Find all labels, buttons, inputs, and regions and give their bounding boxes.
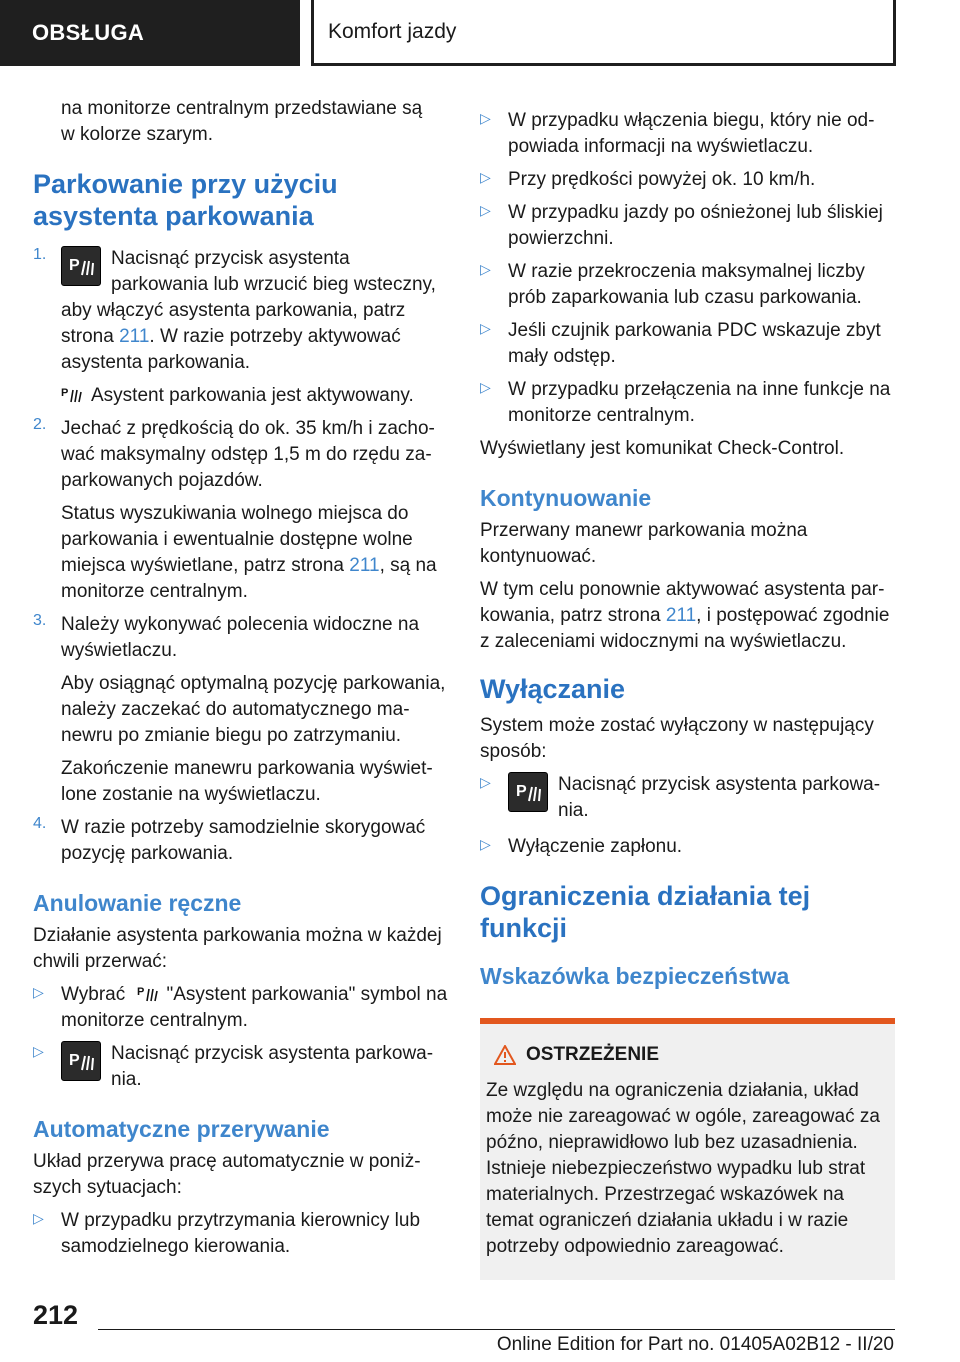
step-3-sub-2: Zakończenie manewru parkowania wyświetlone zostanie na wyświetlaczu. — [61, 758, 433, 805]
auto-b2: W przypadku włączenia biegu, który nie odpowiada informacji na wyświetlaczu. — [508, 110, 875, 157]
off-intro: System może zostać wyłączony w następujący sposób: — [480, 715, 874, 762]
continue-p1: Przerwany manewr parkowania można kontynuować. — [480, 520, 808, 567]
auto-b6: Jeśli czujnik parkowania PDC wskazuje zbyt mały odstęp. — [508, 320, 881, 367]
cancel-b2: Nacisnąć przycisk asystenta parkowania. — [111, 1043, 434, 1090]
step-4-text: W razie potrzeby samodzielnie skorygować pozycję parkowania. — [61, 817, 426, 864]
list-item — [33, 982, 448, 1034]
step-3 — [33, 612, 448, 808]
step-2 — [33, 416, 448, 605]
step-1-text-b: . W razie potrzeby aktywować asystenta parkowania. — [61, 326, 401, 373]
heading-continue: Kontynuowanie — [480, 485, 652, 511]
list-item — [480, 377, 895, 429]
intro-line-1: na monitorze centralnym przedstawiane są — [61, 98, 423, 119]
svg-text:P: P — [61, 387, 69, 399]
heading-cancel: Anulowanie ręczne — [33, 890, 242, 916]
auto-intro: Układ przerywa pracę automatycznie w poniższych sytuacjach: — [33, 1151, 421, 1198]
step-4 — [33, 815, 448, 867]
step-3-sub-1: Aby osiągnąć optymalną pozycję parkowania, należy zaczekać do automatycznego manewru po zmianie biegu po zatrzymaniu. — [61, 673, 446, 746]
step-3-text: Należy wykonywać polecenia widoczne na wyświetlaczu. — [61, 614, 420, 661]
svg-text:P: P — [136, 986, 144, 998]
step-number: 4. — [33, 815, 47, 832]
step-1-text-a: Nacisnąć przycisk asystenta parkowania lub wrzucić bieg wsteczny, aby włączyć asystenta parkowania, patrz strona — [61, 248, 436, 347]
list-item — [33, 1041, 448, 1093]
list-item — [480, 167, 895, 193]
bullet-triangle-icon: ▷ — [480, 379, 491, 395]
page-link[interactable]: 211 — [119, 326, 150, 347]
heading-auto: Automatyczne przerywanie — [33, 1116, 330, 1142]
warning-title: OSTRZEŻENIE — [526, 1044, 660, 1065]
cancel-b1-a: Wybrać — [61, 984, 126, 1005]
svg-text:P: P — [69, 1052, 80, 1069]
continue-p2-a: W tym celu ponownie aktywować asystenta parkowania, patrz strona — [480, 579, 885, 626]
step-number: 1. — [33, 246, 47, 263]
intro-line-2: w kolorze szarym. — [61, 124, 214, 145]
page-number: 212 — [33, 1300, 79, 1330]
off-b1: Nacisnąć przycisk asystenta parkowania. — [558, 774, 881, 821]
bullet-triangle-icon: ▷ — [480, 202, 491, 218]
auto-b5: W razie przekroczenia maksymalnej liczby prób zaparkowania lub czasu parkowania. — [508, 261, 865, 308]
heading-limits: Ograniczenia działania tej funkcji — [480, 881, 811, 943]
heading-off: Wyłączanie — [480, 674, 626, 704]
step-number: 2. — [33, 416, 47, 433]
list-item — [480, 108, 895, 160]
warning-text: Ze względu na ograniczenia działania, układ może nie zareagować w ogóle, zareagować za późno, nieprawidłowo lub bez uzasadnienia. Istnieje niebezpieczeństwo wypadku lub strat materialnych. Przestrzegać wskazówek na temat ograniczeń działania układu i w razie potrzeby odpowiednio zareagować. — [486, 1080, 880, 1257]
svg-text:P: P — [69, 257, 80, 274]
bullet-triangle-icon: ▷ — [480, 774, 491, 790]
step-number: 3. — [33, 612, 47, 629]
list-item — [480, 259, 895, 311]
check-control-note: Wyświetlany jest komunikat Check-Control. — [480, 438, 845, 459]
park-assist-button-icon — [508, 772, 548, 812]
step-2-sub-b: , są na monitorze centralnym. — [61, 555, 437, 602]
auto-b1: W przypadku przytrzymania kierownicy lub samodzielnego kierowania. — [61, 1210, 421, 1257]
step-2-sub-a: Status wyszukiwania wolnego miejsca do parkowania i ewentualnie dostępne wolne miejsca wyświetlane, patrz strona — [61, 503, 413, 576]
footer-rule — [98, 1329, 895, 1330]
cancel-intro: Działanie asystenta parkowania można w każdej chwili przerwać: — [33, 925, 442, 972]
edition-note: Online Edition for Part no. 01405A02B12 - II/20 — [496, 1334, 894, 1355]
section-title: OBSŁUGA — [32, 20, 145, 45]
left-column — [33, 96, 448, 1267]
park-assist-button-icon — [61, 246, 101, 286]
auto-b4: W przypadku jazdy po ośnieżonej lub śliskiej powierzchni. — [508, 202, 883, 249]
heading-parking: Parkowanie przy użyciu asystenta parkowania — [33, 169, 338, 231]
auto-b3: Przy prędkości powyżej ok. 10 km/h. — [508, 169, 816, 190]
page-link[interactable]: 211 — [349, 555, 380, 576]
cancel-b1-b: "Asystent parkowania" symbol na monitorze centralnym. — [61, 984, 448, 1031]
section-tab — [0, 0, 300, 66]
step-1 — [33, 246, 448, 409]
step-2-text: Jechać z prędkością do ok. 35 km/h i zachować maksymalny odstęp 1,5 m do rzędu zaparkowanych pojazdów. — [61, 418, 435, 491]
list-item — [33, 1208, 448, 1260]
warning-triangle-icon — [494, 1045, 516, 1065]
continue-p2-b: , i postępować zgodnie z zaleceniami widocznymi na wyświetlaczu. — [480, 605, 890, 652]
bullet-triangle-icon: ▷ — [480, 836, 491, 852]
list-item — [480, 200, 895, 252]
page-link[interactable]: 211 — [665, 605, 697, 626]
bullet-triangle-icon: ▷ — [33, 984, 44, 1000]
bullet-triangle-icon: ▷ — [480, 261, 491, 277]
bullet-triangle-icon: ▷ — [33, 1210, 44, 1226]
warning-box — [480, 1018, 895, 1280]
bullet-triangle-icon: ▷ — [33, 1043, 44, 1059]
park-assist-active-icon — [61, 384, 83, 404]
list-item — [480, 772, 895, 824]
bullet-triangle-icon: ▷ — [480, 169, 491, 185]
heading-safety: Wskazówka bezpieczeństwa — [480, 963, 790, 989]
list-item — [480, 834, 895, 860]
bullet-triangle-icon: ▷ — [480, 320, 491, 336]
list-item — [480, 318, 895, 370]
step-1-sub: Asystent parkowania jest aktywowany. — [91, 385, 414, 406]
park-assist-active-icon — [137, 983, 159, 1003]
off-b2: Wyłączenie zapłonu. — [508, 836, 683, 857]
svg-text:P: P — [516, 783, 527, 800]
auto-b7: W przypadku przełączenia na inne funkcje na monitorze centralnym. — [508, 379, 891, 426]
chapter-title: Komfort jazdy — [328, 19, 457, 43]
right-column — [480, 108, 895, 1280]
park-assist-button-icon — [61, 1041, 101, 1081]
bullet-triangle-icon: ▷ — [480, 110, 491, 126]
chapter-tab — [311, 0, 896, 66]
